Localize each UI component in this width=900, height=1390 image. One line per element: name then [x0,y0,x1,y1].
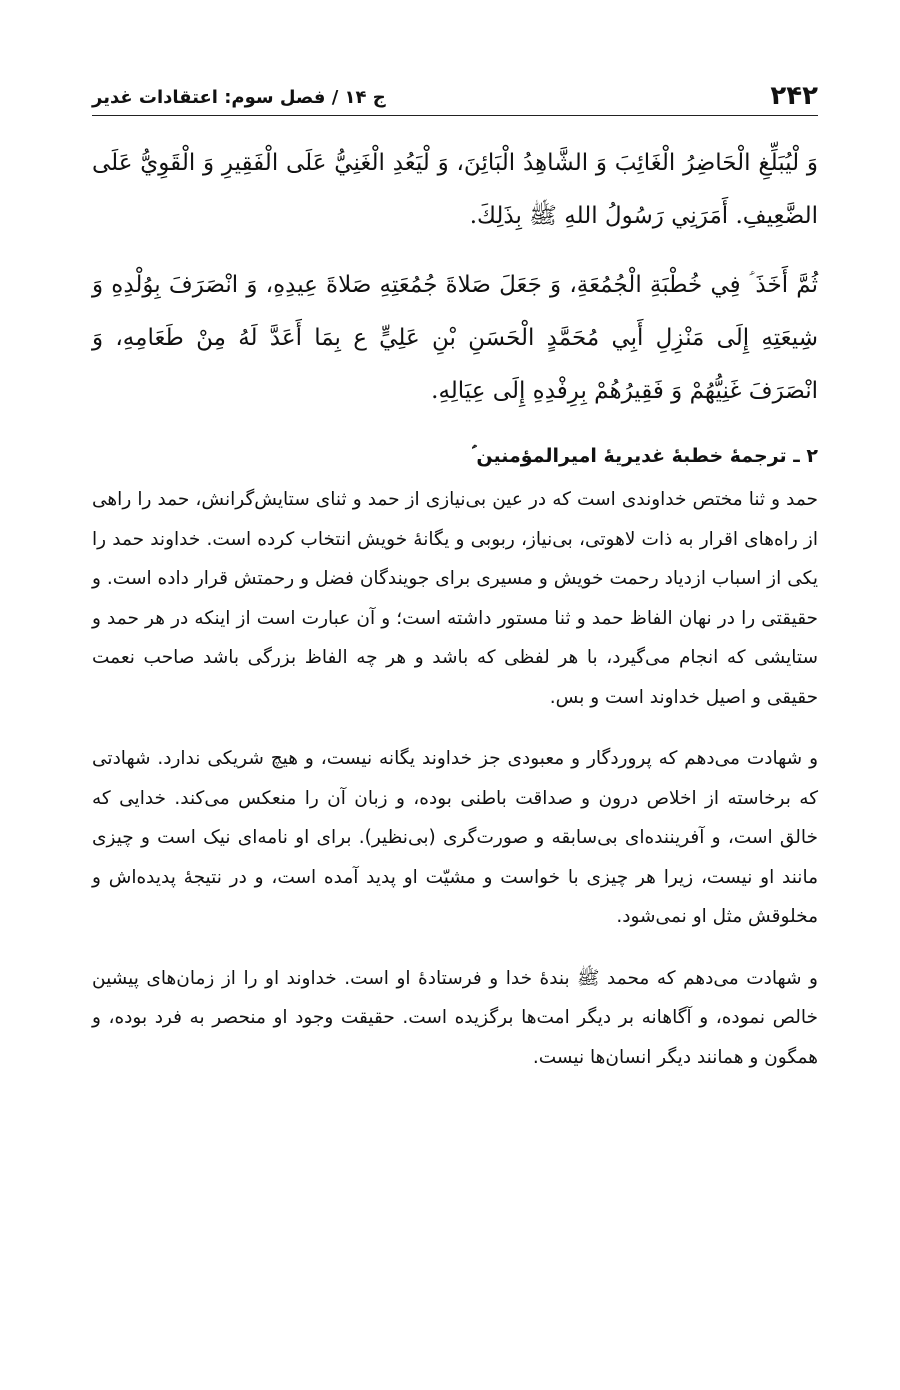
arabic-paragraph-2: ثُمَّ أَخَذَ ؑ فِي خُطْبَةِ الْجُمُعَةِ، وَ جَعَلَ صَلاةَ جُمُعَتِهِ صَلاةَ عِيدِهِ، وَ انْصَرَفَ بِوُلْدِهِ وَ شِيعَتِهِ إِلَى مَنْزِلِ أَبِي مُحَمَّدٍ الْحَسَنِ بْنِ عَلِيٍّ ع بِمَا أَعَدَّ لَهُ مِنْ طَعَامِهِ، وَ انْصَرَفَ غَنِيُّهُمْ وَ فَقِيرُهُمْ بِرِفْدِهِ إِلَى عِيَالِهِ. [92,272,818,404]
section-heading: ۲ ـ ترجمۀ خطبۀ غدیریۀ امیرالمؤمنین ؑ [471,445,818,467]
book-page [92,58,818,1077]
chapter-title: ج ۱۴ / فصل سوم: اعتقادات غدیر [92,87,386,108]
page-number: ۲۴۲ [770,81,818,111]
running-header [92,58,818,116]
arabic-paragraph-1: وَ لْيُبَلِّغِ الْحَاضِرُ الْغَائِبَ وَ الشَّاهِدُ الْبَائِنَ، وَ لْيَعُدِ الْغَنِيُّ عَلَى الْفَقِيرِ وَ الْقَوِيُّ عَلَى الضَّعِيفِ. أَمَرَنِي رَسُولُ اللهِ ﷺ بِذَلِكَ. [92,150,818,229]
persian-paragraph-1: حمد و ثنا مختص خداوندی است که در عین بی‌نیازی از حمد و ثنای ستایش‌گرانش، حمد را راهی از راه‌های اقرار به ذات لاهوتی، بی‌نیاز، ربوبی و یگانۀ خویش انتخاب کرده است. خداوند حمد را یکی از اسباب ازدیاد رحمت خویش و مسیری برای جویندگان فضل و رحمتش قرار داده است. و حقیقتی را در نهان الفاظ حمد و ثنا مستور داشته است؛ و آن عبارت است از اینکه در هر حمد و ستایشی که انجام می‌گیرد، با هر لفظی که باشد و هر چه الفاظ بزرگی باشد صاحب نعمت حقیقی و اصیل خداوند است و بس. [92,489,818,708]
persian-paragraph-3: و شهادت می‌دهم که محمد ﷺ بندۀ خدا و فرستادۀ او است. خداوند او را از زمان‌های پیشین خالص نموده، و آگاهانه بر دیگر امت‌ها برگزیده است. حقیقت وجود او منحصر به فرد بوده، و همگون و همانند دیگر انسان‌ها نیست. [92,967,818,1068]
persian-paragraph-2: و شهادت می‌دهم که پروردگار و معبودی جز خداوند یگانه نیست، و هیچ شریکی ندارد. شهادتی که برخاسته از اخلاص درون و صداقت باطنی بوده، و زبان آن را منعکس می‌کند. خدایی که خالق است، و آفریننده‌ای بی‌سابقه و صورت‌گری (بی‌نظیر). برای او نامه‌ای نیک است و چیزی مانند او نیست، زیرا هر چیزی با خواست و مشیّت او پدید آمده است، و در نتیجۀ پدیده‌اش و مخلوقش مثل او نمی‌شود. [92,748,818,927]
